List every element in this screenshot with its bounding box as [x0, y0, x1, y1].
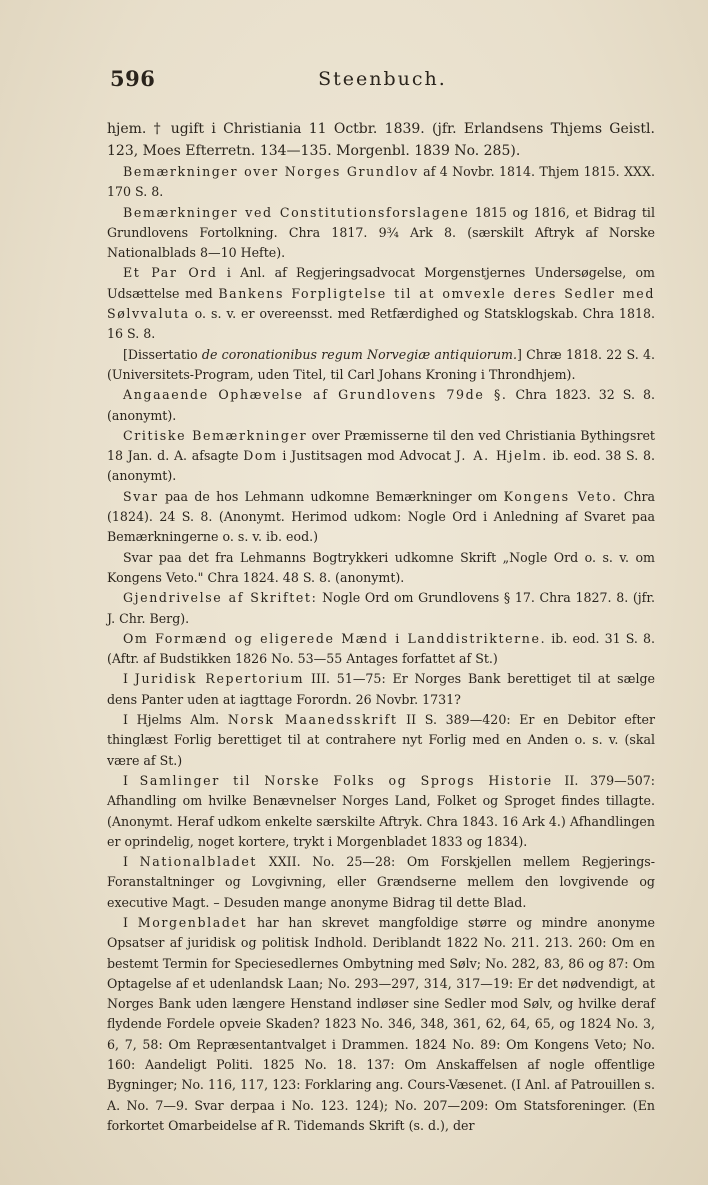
spaced-title: Bankens Forpligtelse til at omvexle deres Sedler med Sølvvaluta	[107, 285, 655, 322]
spaced-title: Morgenbladet	[137, 914, 248, 930]
spaced-title: Angaaende Ophævelse af Grundlovens 79de §.	[123, 387, 508, 403]
bibliography-entry	[107, 629, 655, 670]
page-number: 596	[110, 66, 156, 91]
spaced-title: Dom	[243, 448, 278, 464]
entry-text: over Præmisserne til den ved Christiania Bythingsret 18 Jan. d. A. afsagte	[107, 427, 655, 464]
bibliography-entry	[107, 669, 655, 710]
spaced-title: Om Formænd og eligerede Mænd i Landdistrikterne.	[123, 630, 547, 646]
entry-text: Chra (1824). 24 S. 8. (Anonymt. Herimod udkom: Nogle Ord i Anledning af Svaret paa Bemærkningerne o. s. v. ib. eod.)	[107, 488, 656, 545]
entry-text: XXII. No. 25—28: Om Forskjellen mellem Regjerings-Foranstaltninger og Lovgivning, eller Grændserne mellem den lovgivende og executive Magt. – Desuden mange anonyme Bidrag til dette Blad.	[107, 854, 655, 910]
entry-text: paa de hos Lehmann udkomne Bemærkninger om	[158, 488, 504, 504]
entry-text: III. 51—75: Er Norges Bank berettiget til at sælge dens Panter uden at iagttage Forordn. 26 Novbr. 1731?	[107, 671, 656, 707]
bibliography-entry	[107, 118, 655, 162]
entry-text: i Justitsagen mod Advocat	[277, 448, 456, 464]
entry-text: Chra 1823. 32 S. 8. (anonymt).	[107, 387, 655, 423]
spaced-title: Nationalbladet	[139, 854, 258, 870]
bibliography-entry	[107, 487, 655, 548]
spaced-title: Samlinger til Norske Folks og Sprogs Historie	[139, 772, 553, 788]
entry-text: I	[123, 914, 138, 930]
bibliography-entry	[107, 588, 655, 629]
running-title: Steenbuch.	[318, 68, 447, 90]
italic-text: de coronationibus regum Norvegiæ antiquiorum.	[201, 346, 517, 362]
bibliography-entry	[107, 263, 655, 344]
spaced-title: Svar	[123, 488, 159, 504]
entry-text: ib. eod. 31 S. 8. (Aftr. af Budstikken 1826 No. 53—55 Antages forfattet af St.)	[107, 630, 656, 667]
bibliography-entry	[107, 162, 655, 203]
body-text	[107, 118, 655, 1136]
entry-text: o. s. v. er overeensst. med Retfærdighed og Statsklogskab. Chra 1818. 16 S. 8.	[107, 306, 655, 342]
spaced-title: Bemærkninger over Norges Grundlov	[123, 164, 419, 179]
bibliography-entry	[107, 913, 655, 1136]
entry-text: II. 379—507: Afhandling om hvilke Benævnelser Norges Land, Folket og Sproget findes tillagte. (Anonymt. Heraf udkom enkelte særskilte Aftryk. Chra 1843. 16 Ark 4.) Afhandlingen er oprindelig, noget kortere, trykt i Morgenbladet 1833 og 1834).	[107, 772, 655, 849]
spaced-title: Norsk Maanedsskrift	[227, 712, 398, 728]
entry-text: ib. eod. 38 S. 8. (anonymt).	[107, 448, 655, 484]
spaced-title: Kongens Veto.	[503, 488, 618, 504]
entry-text: Svar paa det fra Lehmanns Bogtrykkeri udkomne Skrift „Nogle Ord o. s. v. om Kongens Veto." Chra 1824. 48 S. 8. (anonymt).	[107, 549, 655, 585]
bibliography-entry	[107, 385, 655, 426]
entry-text: I	[123, 854, 140, 870]
entry-text: [Dissertatio	[123, 346, 202, 362]
bibliography-entry	[107, 771, 655, 852]
spaced-title: Et Par Ord	[123, 265, 218, 281]
entry-text: II S. 389—420: Er en Debitor efter thinglæst Forlig berettiget til at contrahere nyt Forlig med en Anden o. s. v. (skal være af St.)	[107, 712, 655, 768]
spaced-title: Bemærkninger ved Constitutionsforslagene	[123, 204, 470, 220]
page-header	[110, 66, 655, 102]
entry-text: I	[123, 772, 140, 788]
spaced-title: J. A. Hjelm.	[455, 448, 548, 464]
spaced-title: Juridisk Repertorium	[134, 671, 305, 687]
bibliography-entry	[107, 426, 655, 487]
bibliography-entry	[107, 345, 655, 386]
entry-text: I Hjelms Alm.	[123, 712, 228, 728]
spaced-title: Critiske Bemærkninger	[123, 427, 308, 443]
entry-text: ] Chræ 1818. 22 S. 4. (Universitets-Program, uden Titel, til Carl Johans Kroning i Throndhjem).	[107, 346, 655, 382]
entry-text: I	[123, 671, 135, 687]
bibliography-entry	[107, 710, 655, 771]
bibliography-entry	[107, 548, 655, 589]
bibliography-entry	[107, 852, 655, 913]
bibliography-entry	[107, 203, 655, 264]
entry-text: 1815 og 1816, et Bidrag til Grundlovens Fortolkning. Chra 1817. 9¾ Ark 8. (særskilt Aftryk af Norske Nationalblads 8—10 Hefte).	[107, 204, 655, 261]
entry-text: har han skrevet mangfoldige større og mindre anonyme Opsatser af juridisk og politisk Indhold. Deriblandt 1822 No. 211. 213. 260: Om en bestemt Termin for Speciesedlernes Ombytning med Sølv; No. 282, 83, 86 og 87: Om Optagelse af et udenlandsk Laan; No. 293—297, 314, 317—19: Er det nødvendigt, at Norges Bank uden længere Henstand indløser sine Sedler mod Sølv, og hvilke deraf flydende Fordele opveie Skaden? 1823 No. 346, 348, 361, 62, 64, 65, og 1824 No. 3, 6, 7, 58: Om Repræsentantvalget i Drammen. 1824 No. 89: Om Kongens Veto; No. 160: Aandeligt Politi. 1825 No. 18. 137: Om Anskaffelsen af nogle offentlige Bygninger; No. 116, 117, 123: Forklaring ang. Cours-Væsenet. (I Anl. af Patrouillen s. A. No. 7—9. Svar derpaa i No. 123. 124); No. 207—209: Om Statsforeninger. (En forkortet Omarbeidelse af R. Tidemands Skrift (s. d.), der	[107, 914, 655, 1133]
entry-text: hjem. † ugift i Christiania 11 Octbr. 1839. (jfr. Erlandsens Thjems Geistl. 123, Moes Efterretn. 134—135. Morgenbl. 1839 No. 285).	[107, 121, 655, 159]
entry-text: af 4 Novbr. 1814. Thjem 1815. XXX. 170 S. 8.	[107, 164, 655, 200]
entry-text: Nogle Ord om Grundlovens § 17. Chra 1827. 8. (jfr. J. Chr. Berg).	[107, 590, 655, 626]
spaced-title: Gjendrivelse af Skriftet:	[123, 590, 318, 606]
entry-text: i Anl. af Regjeringsadvocat Morgenstjernes Undersøgelse, om Udsættelse med	[107, 265, 655, 301]
